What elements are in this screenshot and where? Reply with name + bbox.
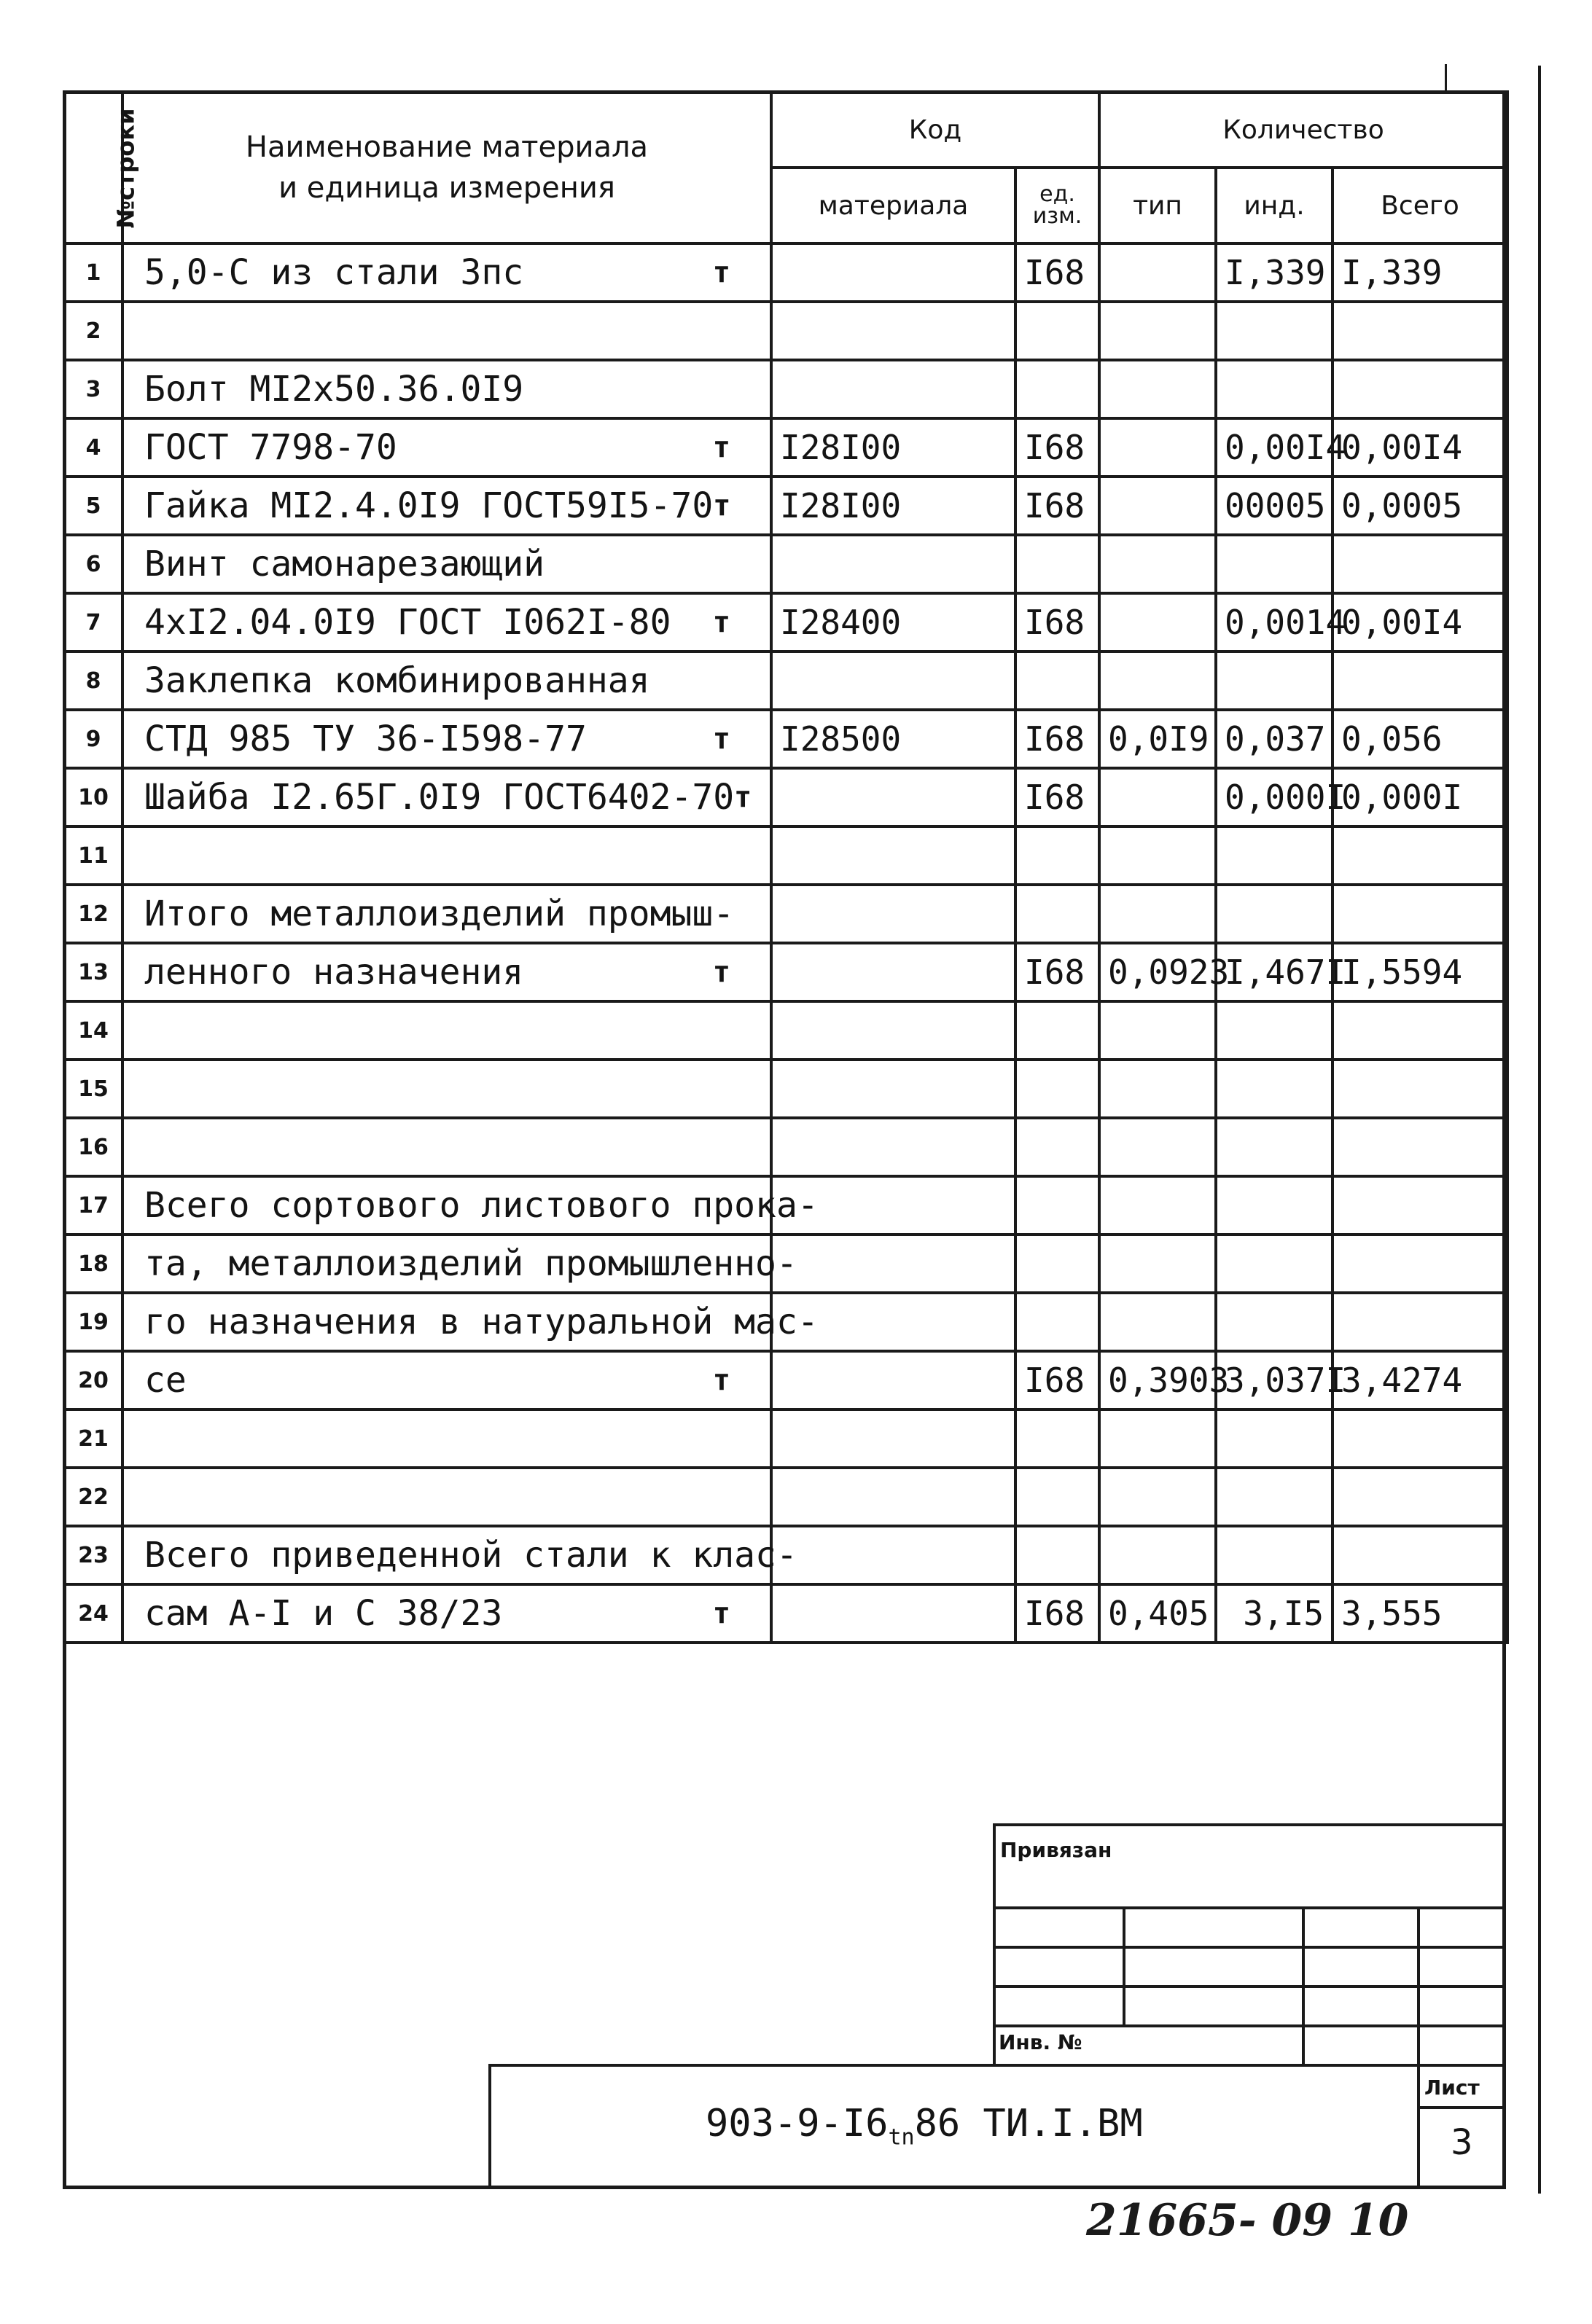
row-number: 4 (64, 418, 122, 477)
unit-label: т (712, 955, 730, 989)
material-name: 4хI2.04.0I9 ГОСТ I062I-80 (144, 602, 671, 643)
material-name-cell (122, 826, 771, 885)
attach-grid-line (993, 1946, 1506, 1949)
material-name-cell (122, 1526, 797, 1584)
unit-label: т (713, 489, 731, 523)
binding-edge-line (1538, 66, 1541, 2194)
quantity-total (1332, 1409, 1507, 1468)
quantity-individual: I,339 (1216, 243, 1332, 302)
quantity-individual: 0,0014 (1216, 593, 1332, 652)
quantity-type (1099, 1235, 1216, 1293)
material-name-cell (122, 418, 771, 477)
quantity-type (1099, 1060, 1216, 1118)
top-tick-mark (1445, 64, 1447, 90)
table-row (64, 1293, 1507, 1351)
table-row (64, 593, 1507, 652)
material-name-cell (122, 1060, 771, 1118)
attach-grid-line (993, 1906, 1506, 1909)
unit-label: т (712, 606, 730, 639)
quantity-type (1099, 885, 1216, 943)
row-number: 3 (64, 360, 122, 418)
table-row (64, 1001, 1507, 1060)
unit-code: I68 (1015, 943, 1099, 1001)
material-name-cell (122, 1293, 819, 1351)
unit-code (1015, 1293, 1099, 1351)
unit-code (1015, 360, 1099, 418)
quantity-individual: 00005 (1216, 477, 1332, 535)
material-name-cell (122, 360, 771, 418)
unit-code (1015, 885, 1099, 943)
unit-label: т (712, 431, 730, 464)
unit-code (1015, 652, 1099, 710)
material-name-cell (122, 1235, 797, 1293)
table-row (64, 302, 1507, 360)
attach-grid-line (1302, 1906, 1305, 2067)
quantity-individual (1216, 1409, 1332, 1468)
unit-code (1015, 826, 1099, 885)
material-name: го назначения в натуральной мас- (144, 1302, 819, 1342)
unit-code (1015, 1176, 1099, 1235)
material-code (771, 360, 1015, 418)
qty-type-header: тип (1099, 168, 1216, 243)
table-row (64, 885, 1507, 943)
quantity-individual: 3,I5 (1216, 1584, 1332, 1643)
quantity-total: 0,000I (1332, 768, 1507, 826)
quantity-type (1099, 593, 1216, 652)
unit-code (1015, 535, 1099, 593)
material-name: ленного назначения (144, 952, 524, 993)
material-name: Болт МI2х50.36.0I9 (144, 369, 524, 410)
row-number: 16 (64, 1118, 122, 1176)
material-code: I28400 (771, 593, 1015, 652)
material-name-cell (122, 652, 771, 710)
unit-code: I68 (1015, 768, 1099, 826)
row-number: 8 (64, 652, 122, 710)
unit-code (1015, 302, 1099, 360)
quantity-individual: 3,037I (1216, 1351, 1332, 1409)
material-name: Всего сортового листового прока- (144, 1185, 819, 1226)
quantity-type (1099, 302, 1216, 360)
quantity-individual (1216, 1293, 1332, 1351)
material-code (771, 652, 1015, 710)
row-number: 21 (64, 1409, 122, 1468)
row-number: 20 (64, 1351, 122, 1409)
row-number: 18 (64, 1235, 122, 1293)
quantity-total: 0,056 (1332, 710, 1507, 768)
quantity-total (1332, 1001, 1507, 1060)
row-number: 15 (64, 1060, 122, 1118)
unit-code (1015, 1118, 1099, 1176)
table-row (64, 826, 1507, 885)
quantity-individual (1216, 302, 1332, 360)
quantity-total (1332, 885, 1507, 943)
quantity-type (1099, 477, 1216, 535)
quantity-total (1332, 360, 1507, 418)
quantity-type (1099, 1468, 1216, 1526)
material-name-cell (122, 243, 771, 302)
sheet-number: 3 (1451, 2122, 1473, 2163)
table-row (64, 243, 1507, 302)
materials-table (63, 90, 1509, 1644)
table-row (64, 1409, 1507, 1468)
material-name-cell (122, 1351, 771, 1409)
material-code (771, 768, 1015, 826)
material-name: Гайка МI2.4.0I9 ГОСТ59I5-70 (144, 485, 714, 526)
inventory-number-label: Инв. № (999, 2030, 1082, 2054)
quantity-type (1099, 826, 1216, 885)
material-code (771, 1468, 1015, 1526)
quantity-type (1099, 1176, 1216, 1235)
sheet-separator (1417, 2064, 1420, 2189)
table-row (64, 1584, 1507, 1643)
unit-label: т (712, 722, 730, 756)
material-code (771, 302, 1015, 360)
quantity-type (1099, 1409, 1216, 1468)
table-row (64, 1176, 1507, 1235)
quantity-individual (1216, 1176, 1332, 1235)
material-name: ГОСТ 7798-70 (144, 427, 397, 468)
material-name: та, металлоизделий промышленно- (144, 1243, 797, 1284)
unit-label: т (712, 256, 730, 289)
table-row (64, 535, 1507, 593)
material-name: Шайба I2.65Г.0I9 ГОСТ6402-70 (144, 777, 735, 818)
quantity-total (1332, 1468, 1507, 1526)
quantity-total (1332, 652, 1507, 710)
table-row (64, 1526, 1507, 1584)
material-name-cell (122, 1001, 771, 1060)
document-code: $903-9-I6_{tn}86$ ТИ.I.ВМ (706, 2102, 1143, 2151)
quantity-individual: 0,00I4 (1216, 418, 1332, 477)
quantity-type: 0,405 (1099, 1584, 1216, 1643)
quantity-individual (1216, 1526, 1332, 1584)
quantity-individual (1216, 1468, 1332, 1526)
material-code (771, 1351, 1015, 1409)
quantity-total (1332, 1118, 1507, 1176)
handwritten-archive-number: 21665- 09 10 (1086, 2195, 1409, 2246)
material-name-cell (122, 943, 771, 1001)
qty-total-header: Всего (1332, 168, 1507, 243)
quantity-total: 3,4274 (1332, 1351, 1507, 1409)
row-number: 10 (64, 768, 122, 826)
sheet-label: Лист (1424, 2075, 1480, 2100)
quantity-type (1099, 243, 1216, 302)
row-number: 1 (64, 243, 122, 302)
table-row (64, 418, 1507, 477)
unit-code: I68 (1015, 418, 1099, 477)
attach-grid-line (993, 2024, 1506, 2027)
quantity-header: Количество (1099, 92, 1507, 168)
table-row (64, 1118, 1507, 1176)
unit-header: ед. изм. (1015, 168, 1099, 243)
table-row (64, 943, 1507, 1001)
row-number: 13 (64, 943, 122, 1001)
quantity-type (1099, 1293, 1216, 1351)
material-name-cell (122, 1468, 771, 1526)
quantity-individual (1216, 1118, 1332, 1176)
quantity-individual: 0,000I (1216, 768, 1332, 826)
row-number: 7 (64, 593, 122, 652)
material-name: Заклепка комбинированная (144, 660, 650, 701)
unit-code: I68 (1015, 1584, 1099, 1643)
quantity-total (1332, 1060, 1507, 1118)
quantity-total (1332, 302, 1507, 360)
row-number-header: №строки (64, 92, 122, 243)
quantity-type: 0,0923 (1099, 943, 1216, 1001)
row-number: 23 (64, 1526, 122, 1584)
attached-label: Привязан (1000, 1838, 1112, 1862)
material-name-cell (122, 535, 771, 593)
material-name-cell (122, 1176, 819, 1235)
material-name-cell (122, 1118, 771, 1176)
attach-grid-line (1417, 1906, 1420, 2067)
unit-label: т (712, 1364, 730, 1397)
material-code (771, 1235, 1015, 1293)
material-code: I28500 (771, 710, 1015, 768)
quantity-individual (1216, 652, 1332, 710)
quantity-type (1099, 418, 1216, 477)
quantity-type: 0,3903 (1099, 1351, 1216, 1409)
material-name-cell (122, 710, 771, 768)
row-number: 19 (64, 1293, 122, 1351)
quantity-total: 0,00I4 (1332, 418, 1507, 477)
material-name: Всего приведенной стали к клас- (144, 1535, 797, 1576)
quantity-total (1332, 535, 1507, 593)
material-name: Винт самонарезающий (144, 544, 545, 584)
material-code-header: материала (771, 168, 1015, 243)
row-number: 12 (64, 885, 122, 943)
material-code (771, 535, 1015, 593)
unit-code (1015, 1409, 1099, 1468)
header-row-1 (64, 92, 1507, 168)
unit-label: т (712, 1597, 730, 1630)
qty-ind-header: инд. (1216, 168, 1332, 243)
material-name: СТД 985 ТУ 36-I598-77 (144, 719, 587, 759)
table-row (64, 360, 1507, 418)
quantity-type (1099, 360, 1216, 418)
material-code (771, 1060, 1015, 1118)
material-code (771, 1001, 1015, 1060)
table-row (64, 1060, 1507, 1118)
quantity-total: 3,555 (1332, 1584, 1507, 1643)
material-name-cell (122, 1584, 771, 1643)
unit-code: I68 (1015, 477, 1099, 535)
unit-label: т (734, 780, 752, 814)
material-name-cell (122, 302, 771, 360)
material-name: 5,0-С из стали Зпс (144, 252, 524, 293)
quantity-individual (1216, 535, 1332, 593)
material-code (771, 826, 1015, 885)
material-name-cell (122, 768, 771, 826)
quantity-total (1332, 1293, 1507, 1351)
unit-code (1015, 1001, 1099, 1060)
quantity-type (1099, 1526, 1216, 1584)
quantity-total (1332, 826, 1507, 885)
unit-code (1015, 1468, 1099, 1526)
material-name-cell (122, 885, 771, 943)
quantity-individual (1216, 360, 1332, 418)
material-code (771, 1584, 1015, 1643)
row-number: 17 (64, 1176, 122, 1235)
unit-code (1015, 1526, 1099, 1584)
quantity-type (1099, 1118, 1216, 1176)
quantity-individual (1216, 1001, 1332, 1060)
quantity-type (1099, 652, 1216, 710)
code-header: Код (771, 92, 1099, 168)
quantity-individual (1216, 1235, 1332, 1293)
material-code (771, 1409, 1015, 1468)
row-number: 22 (64, 1468, 122, 1526)
table-row (64, 652, 1507, 710)
material-name-cell (122, 593, 771, 652)
row-number: 9 (64, 710, 122, 768)
material-name-cell (122, 477, 771, 535)
quantity-total (1332, 1526, 1507, 1584)
unit-code: I68 (1015, 243, 1099, 302)
material-name: сам А-I и С 38/23 (144, 1593, 503, 1634)
material-name-cell (122, 1409, 771, 1468)
material-code (771, 1526, 1015, 1584)
material-code: I28I00 (771, 418, 1015, 477)
material-code (771, 885, 1015, 943)
row-number: 5 (64, 477, 122, 535)
quantity-total: I,5594 (1332, 943, 1507, 1001)
table-row (64, 477, 1507, 535)
unit-code: I68 (1015, 593, 1099, 652)
unit-code (1015, 1060, 1099, 1118)
material-name: Итого металлоизделий промыш- (144, 893, 735, 934)
row-number: 6 (64, 535, 122, 593)
quantity-total (1332, 1176, 1507, 1235)
row-number: 24 (64, 1584, 122, 1643)
row-number: 2 (64, 302, 122, 360)
quantity-type (1099, 1001, 1216, 1060)
quantity-individual (1216, 885, 1332, 943)
quantity-total: 0,0005 (1332, 477, 1507, 535)
quantity-individual: 0,037 (1216, 710, 1332, 768)
quantity-type: 0,0I9 (1099, 710, 1216, 768)
quantity-type (1099, 535, 1216, 593)
row-number: 14 (64, 1001, 122, 1060)
material-code (771, 243, 1015, 302)
attach-grid-line (993, 1985, 1506, 1988)
quantity-total: I,339 (1332, 243, 1507, 302)
table-row (64, 1235, 1507, 1293)
quantity-individual: I,467I (1216, 943, 1332, 1001)
table-row (64, 710, 1507, 768)
material-code (771, 943, 1015, 1001)
quantity-type (1099, 768, 1216, 826)
unit-code (1015, 1235, 1099, 1293)
material-code: I28I00 (771, 477, 1015, 535)
quantity-individual (1216, 1060, 1332, 1118)
material-name-header: Наименование материала и единица измерения (122, 92, 771, 243)
quantity-total (1332, 1235, 1507, 1293)
material-name: се (144, 1360, 187, 1401)
quantity-total: 0,00I4 (1332, 593, 1507, 652)
quantity-individual (1216, 826, 1332, 885)
row-number: 11 (64, 826, 122, 885)
unit-code: I68 (1015, 1351, 1099, 1409)
attach-grid-line (1123, 1906, 1125, 2024)
material-code (771, 1118, 1015, 1176)
sheet-separator (1417, 2106, 1506, 2109)
table-row (64, 1351, 1507, 1409)
table-row (64, 1468, 1507, 1526)
table-row (64, 768, 1507, 826)
unit-code: I68 (1015, 710, 1099, 768)
